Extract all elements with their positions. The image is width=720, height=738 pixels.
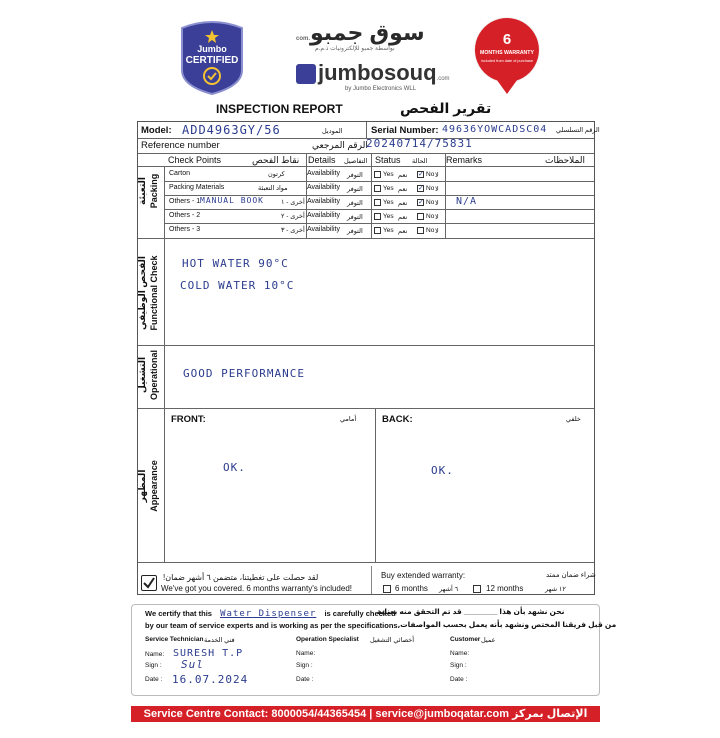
- extended-label-ar: شراء ضمان ممتد: [546, 572, 596, 579]
- section-operational: التشغيل Operational: [137, 350, 159, 401]
- back-label-ar: خلفي: [566, 416, 581, 423]
- reference-label: Reference number: [141, 140, 220, 151]
- operational-line-1[interactable]: GOOD PERFORMANCE: [183, 367, 305, 380]
- certify-ar-1: نحن نشهد بأن هذا ________ قد تم التحقق منه بعناية: [377, 607, 565, 616]
- back-label: BACK:: [382, 414, 413, 425]
- extended-12-months-checkbox[interactable]: [473, 585, 481, 593]
- front-value[interactable]: OK.: [223, 461, 246, 474]
- others-2-yes-checkbox[interactable]: [374, 213, 381, 220]
- model-label: Model:: [141, 125, 172, 136]
- serial-label: Serial Number:: [371, 125, 439, 136]
- technician-name[interactable]: SURESH T.P: [173, 648, 244, 659]
- model-label-ar: الموديل: [322, 128, 343, 135]
- jumbo-certified-badge: [178, 20, 246, 96]
- others-1-value[interactable]: MANUAL BOOK: [200, 196, 264, 205]
- warranty-note-en: We've got you covered. 6 months warranty's included!: [161, 584, 353, 593]
- jumbosouq-logo-arabic: سوق جمبو.com: [296, 20, 425, 45]
- model-value[interactable]: ADD4963GY/56: [182, 123, 281, 137]
- extended-12-months-label: 12 months: [486, 584, 524, 593]
- carton-yes-checkbox[interactable]: [374, 171, 381, 178]
- others-3-no-checkbox[interactable]: [417, 227, 424, 234]
- col-details: Details: [308, 155, 336, 165]
- reference-value[interactable]: 20240714/75831: [366, 137, 473, 150]
- logo-arabic-subtitle: بواسطة جمبو للإلكترونيات ذ.م.م: [315, 46, 395, 52]
- technician-signature[interactable]: Sul: [181, 658, 204, 671]
- logo-english-subtitle: by Jumbo Electronics WLL: [345, 86, 417, 92]
- col-status: Status: [375, 155, 401, 165]
- certify-line-2: by our team of service experts and is working as per the specifications.: [145, 621, 400, 630]
- jumbosouq-logo: jumbosouq.com: [296, 60, 450, 84]
- front-label-ar: أمامي: [340, 416, 357, 423]
- technician-date[interactable]: 16.07.2024: [172, 673, 249, 686]
- materials-yes-checkbox[interactable]: [374, 185, 381, 192]
- warranty-number: 6: [502, 31, 512, 48]
- extended-6-months-label-ar: ٦ أشهر: [439, 586, 459, 593]
- carton-no-checkbox[interactable]: ✓: [418, 171, 424, 178]
- inspection-table: [137, 121, 595, 595]
- others-3-yes-checkbox[interactable]: [374, 227, 381, 234]
- certify-ar-2: من قبل فريقنا المختص ونشهد بأنه يعمل بحسب المواصفات.: [398, 620, 617, 629]
- extended-label: Buy extended warranty:: [381, 571, 466, 580]
- front-label: FRONT:: [171, 414, 206, 425]
- jumbosouq-logo-icon: [296, 64, 316, 84]
- serial-value[interactable]: 49636YOWCADSC04: [442, 124, 548, 135]
- footer-contact-en: Service Centre Contact: 8000054/44365454 | service@jumboqatar.com: [143, 708, 510, 720]
- col-status-ar: الحالة: [412, 158, 428, 165]
- col-remarks: Remarks: [446, 155, 483, 165]
- certify-line-1: We certify that this Water Dispenser is carefully checked: [145, 609, 396, 619]
- col-remarks-ar: الملاحظات: [545, 155, 585, 165]
- extended-6-months-checkbox[interactable]: [383, 585, 391, 593]
- warranty-divider: [371, 566, 372, 594]
- report-title: INSPECTION REPORT: [216, 102, 343, 116]
- others-1-no-checkbox[interactable]: ✓: [418, 199, 424, 206]
- serial-label-ar: الرقم التسلسلي: [556, 127, 600, 134]
- back-value[interactable]: OK.: [431, 464, 454, 477]
- warranty-title: MONTHS WARRANTY: [480, 50, 534, 56]
- col-details-ar: التفاصيل: [344, 158, 368, 165]
- functional-line-1[interactable]: HOT WATER 90°C: [182, 257, 289, 270]
- warranty-note-ar: لقد حصلت على تغطيتنا، متضمن ٦ أشهر ضمان!: [163, 573, 319, 582]
- certify-product: Water Dispenser: [220, 609, 317, 619]
- warranty-check-icon: [141, 575, 157, 591]
- extended-12-months-label-ar: ١٢ شهر: [545, 586, 566, 593]
- report-title-arabic: تقرير الفحص: [400, 100, 492, 116]
- functional-line-2[interactable]: COLD WATER 10°C: [180, 279, 295, 292]
- section-appearance: المظهر Appearance: [137, 460, 159, 512]
- col-check-points: Check Points: [168, 155, 222, 165]
- warranty-sub: included from date of purchase: [480, 59, 534, 63]
- section-functional: الفحص الوظيفي Functional Check: [137, 255, 159, 331]
- extended-6-months-label: 6 months: [395, 584, 428, 593]
- others-2-no-checkbox[interactable]: [417, 213, 424, 220]
- section-packing: التعبئة Packing: [137, 173, 159, 209]
- materials-no-checkbox[interactable]: ✓: [418, 185, 424, 192]
- certified-top-text: Jumbo: [197, 44, 227, 54]
- others-1-remark[interactable]: N/A: [456, 196, 478, 207]
- reference-label-ar: الرقم المرجعي: [312, 140, 368, 150]
- footer-contact-ar: الإتصال بمركز الخدمة:: [348, 708, 588, 736]
- certified-bottom-text: CERTIFIED: [185, 55, 239, 66]
- warranty-badge: [472, 14, 542, 96]
- col-check-points-ar: نقاط الفحص: [252, 155, 300, 165]
- others-1-yes-checkbox[interactable]: [374, 199, 381, 206]
